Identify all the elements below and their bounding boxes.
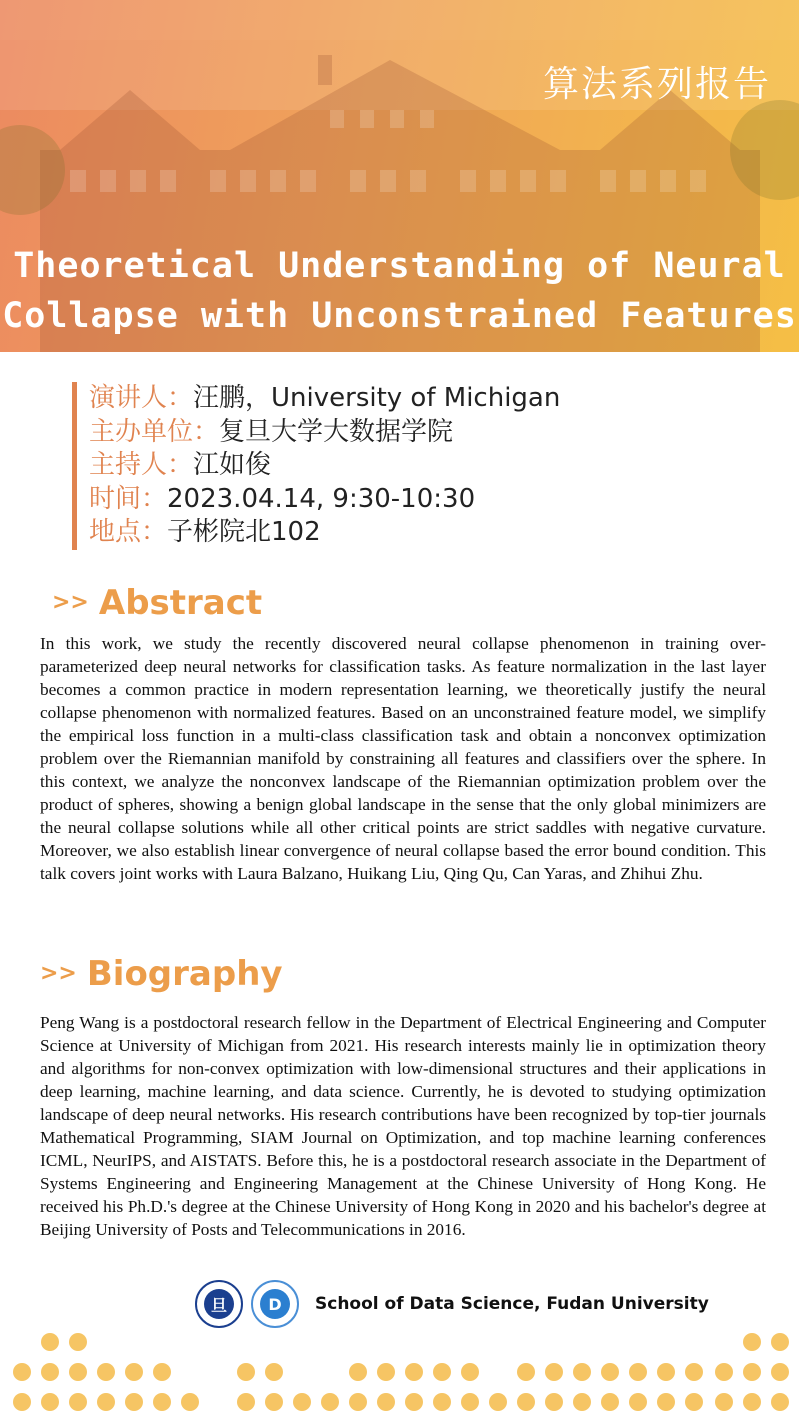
decorative-dot — [743, 1393, 761, 1411]
info-label: 时间： — [89, 483, 168, 514]
info-label: 主持人： — [89, 450, 194, 480]
footer — [195, 1278, 709, 1330]
decorative-dot — [743, 1333, 761, 1351]
decorative-dot — [237, 1393, 255, 1411]
decorative-dot — [377, 1363, 395, 1381]
decorative-dot — [97, 1363, 115, 1381]
decorative-dot — [657, 1363, 675, 1381]
info-organizer — [89, 416, 560, 450]
decorative-dot — [771, 1363, 789, 1381]
decorative-dot — [517, 1363, 535, 1381]
info-value: 复旦大学大数据学院 — [219, 416, 454, 447]
decorative-dot — [377, 1393, 395, 1411]
decorative-dot — [321, 1393, 339, 1411]
info-value: 汪鹏，University of Michigan — [193, 383, 561, 413]
decorative-dot — [349, 1363, 367, 1381]
talk-info — [72, 382, 560, 550]
decorative-dot — [517, 1393, 535, 1411]
decorative-dot — [715, 1393, 733, 1411]
decorative-dot — [153, 1363, 171, 1381]
decorative-dot — [265, 1393, 283, 1411]
chevrons-right-icon: >> — [52, 590, 89, 615]
school-of-data-science-logo: D — [251, 1280, 299, 1328]
dot-pattern — [13, 1333, 789, 1411]
decorative-dot — [69, 1333, 87, 1351]
info-speaker — [89, 382, 560, 416]
abstract-heading-text: Abstract — [98, 583, 263, 623]
decorative-dot — [433, 1393, 451, 1411]
decorative-dot — [41, 1363, 59, 1381]
info-value: 江如俊 — [193, 450, 272, 480]
decorative-dot — [13, 1393, 31, 1411]
info-time — [89, 483, 560, 517]
decorative-dot — [13, 1363, 31, 1381]
decorative-dot — [69, 1363, 87, 1381]
decorative-dot — [715, 1363, 733, 1381]
hero-banner — [0, 0, 799, 352]
fudan-university-logo: 旦 — [195, 1280, 243, 1328]
decorative-dot — [265, 1363, 283, 1381]
decorative-dot — [573, 1393, 591, 1411]
decorative-dot — [771, 1333, 789, 1351]
biography-text: Peng Wang is a postdoctoral research fellow in the Department of Electrical Engineering and Computer Science at University of Michigan from 2021. His research interests mainly lie in optimization theory and algorithms for non-convex optimization with low-dimensional structures and their applications in deep learning, machine learning, and data science. Currently, he is devoted to studying optimization landscape of deep neural networks. His research contributions have been recognized by top-tier journals Mathematical Programming, SIAM Journal on Optimization, and top machine learning conferences ICML, NeurIPS, and AISTATS. Before this, he is a postdoctoral research associate in the Department of Systems Engineering and Engineering Management at the Chinese University of Hong Kong. He received his Ph.D.'s degree at the Chinese University of Hong Kong in 2020 and his bachelor's degree at Beijing University of Posts and Telecommunications in 2016. — [40, 1013, 766, 1239]
decorative-dot — [97, 1393, 115, 1411]
decorative-dot — [545, 1363, 563, 1381]
school-name: School of Data Science, Fudan University — [315, 1294, 709, 1314]
decorative-dot — [545, 1393, 563, 1411]
decorative-dot — [349, 1393, 367, 1411]
decorative-dot — [41, 1333, 59, 1351]
decorative-dots — [0, 1330, 799, 1422]
abstract-heading — [52, 583, 262, 623]
decorative-dot — [125, 1363, 143, 1381]
biography-heading — [40, 954, 283, 994]
info-label: 地点： — [89, 517, 168, 547]
decorative-dot — [405, 1393, 423, 1411]
info-label: 演讲人： — [89, 383, 194, 413]
decorative-dot — [461, 1363, 479, 1381]
biography-heading-text: Biography — [86, 954, 283, 994]
series-title: 算法系列报告 — [542, 64, 771, 105]
decorative-dot — [41, 1393, 59, 1411]
decorative-dot — [743, 1363, 761, 1381]
decorative-dot — [489, 1393, 507, 1411]
decorative-dot — [629, 1363, 647, 1381]
info-location — [89, 516, 560, 550]
decorative-dot — [125, 1393, 143, 1411]
decorative-dot — [237, 1363, 255, 1381]
talk-title-line-1: Theoretical Understanding of Neural — [13, 246, 786, 286]
info-value: 子彬院北102 — [167, 517, 321, 547]
decorative-dot — [657, 1393, 675, 1411]
decorative-dot — [461, 1393, 479, 1411]
abstract-text: In this work, we study the recently discovered neural collapse phenomenon in training over-parameterized deep neural networks for classification tasks. As feature normalization in the last layer becomes a common practice in modern representation learning, we theoretically justify the neural collapse phenomenon with normalized features. Based on an unconstrained feature model, we simplify the empirical loss function in a multi-class classification task and obtain a nonconvex optimization problem over the Riemannian manifold by constraining all features and classifiers over the sphere. In this context, we analyze the nonconvex landscape of the Riemannian optimization problem over the product of spheres, showing a benign global landscape in the sense that the only global minimizers are the neural collapse solutions while all other critical points are strict saddles with negative curvature. Moreover, we also establish linear convergence of neural collapse based the error bound condition. This talk covers joint works with Laura Balzano, Huikang Liu, Qing Qu, Can Yaras, and Zhihui Zhu. — [40, 634, 766, 883]
decorative-dot — [601, 1393, 619, 1411]
info-value: 2023.04.14, 9:30-10:30 — [167, 483, 476, 514]
decorative-dot — [405, 1363, 423, 1381]
talk-title-line-2: Collapse with Unconstrained Features — [2, 296, 797, 336]
decorative-dot — [685, 1363, 703, 1381]
chevrons-right-icon: >> — [40, 961, 77, 986]
decorative-dot — [573, 1363, 591, 1381]
decorative-dot — [181, 1393, 199, 1411]
decorative-dot — [685, 1393, 703, 1411]
info-label: 主办单位： — [89, 416, 220, 447]
decorative-dot — [629, 1393, 647, 1411]
decorative-dot — [771, 1393, 789, 1411]
decorative-dot — [293, 1393, 311, 1411]
info-host — [89, 449, 560, 483]
decorative-dot — [601, 1363, 619, 1381]
decorative-dot — [433, 1363, 451, 1381]
decorative-dot — [69, 1393, 87, 1411]
decorative-dot — [153, 1393, 171, 1411]
